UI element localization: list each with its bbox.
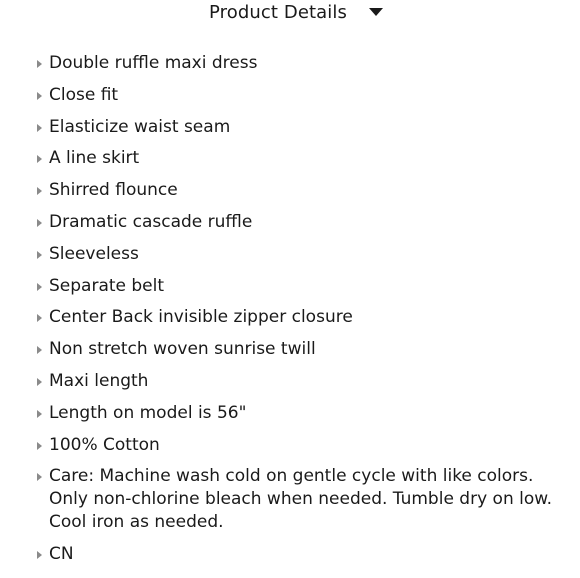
product-details-toggle[interactable]: [0, 0, 580, 24]
list-item: [0, 84, 580, 107]
list-item: [0, 179, 580, 202]
list-item: [0, 52, 580, 75]
triangle-right-icon: [37, 60, 42, 68]
list-item-text: Dramatic cascade ruffle: [49, 211, 253, 232]
list-item-text: CN: [49, 544, 74, 565]
list-item: [0, 116, 580, 139]
triangle-right-icon: [37, 378, 42, 386]
triangle-right-icon: [37, 346, 42, 354]
triangle-right-icon: [37, 442, 42, 450]
product-details-list: [0, 52, 580, 575]
triangle-right-icon: [37, 551, 42, 559]
list-item: [0, 211, 580, 234]
section-title: Product Details: [209, 1, 347, 23]
triangle-right-icon: [37, 473, 42, 481]
list-item-text: Close fit: [49, 84, 119, 105]
triangle-right-icon: [37, 314, 42, 322]
triangle-right-icon: [37, 410, 42, 418]
list-item: [0, 434, 580, 457]
list-item: [0, 147, 580, 170]
list-item-text: Double ruffle maxi dress: [49, 53, 258, 73]
triangle-right-icon: [37, 219, 42, 227]
list-item: [0, 465, 580, 534]
list-item-text: Care: Machine wash cold on gentle cycle with like colors. Only non-chlorine bleach when needed. Tumble dry on low. Cool iron as needed.: [49, 466, 553, 533]
list-item-text: Maxi length: [49, 370, 149, 391]
list-item-text: Separate belt: [49, 275, 165, 296]
list-item-text: Elasticize waist seam: [49, 116, 231, 137]
triangle-right-icon: [37, 187, 42, 195]
list-item: [0, 306, 580, 329]
list-item-text: Sleeveless: [49, 243, 139, 264]
list-item: [0, 402, 580, 425]
triangle-right-icon: [37, 155, 42, 163]
list-item: [0, 370, 580, 393]
list-item: [0, 338, 580, 361]
list-item-text: 100% Cotton: [49, 434, 160, 455]
list-item-text: Shirred flounce: [49, 180, 178, 201]
triangle-down-icon: [369, 8, 383, 16]
triangle-right-icon: [37, 92, 42, 100]
triangle-right-icon: [37, 124, 42, 132]
list-item-text: Center Back invisible zipper closure: [49, 307, 353, 328]
triangle-right-icon: [37, 283, 42, 291]
list-item: [0, 243, 580, 266]
list-item-text: Length on model is 56": [49, 402, 247, 423]
list-item: [0, 275, 580, 298]
list-item-text: Non stretch woven sunrise twill: [49, 339, 316, 360]
list-item-text: A line skirt: [49, 148, 140, 169]
triangle-right-icon: [37, 251, 42, 259]
list-item: [0, 543, 580, 566]
